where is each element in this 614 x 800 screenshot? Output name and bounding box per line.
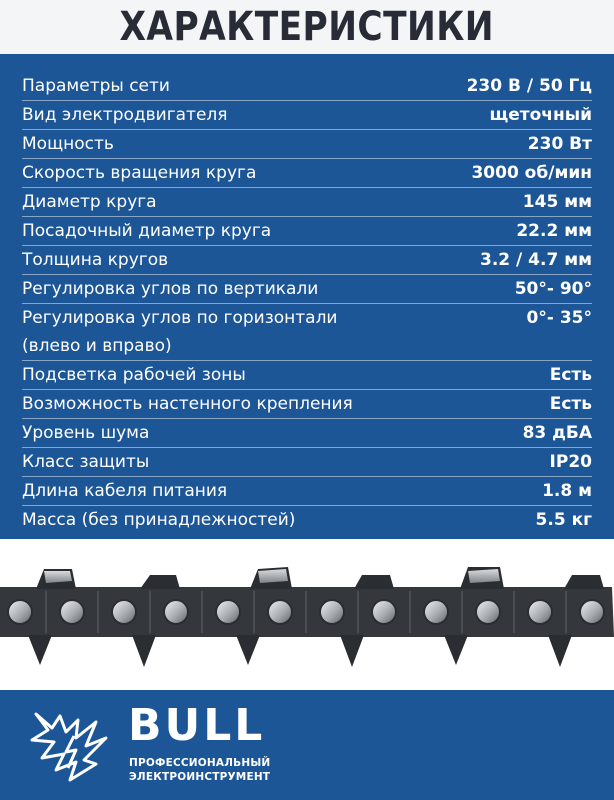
brand-logo-text: BULL [128, 700, 266, 751]
spec-row-motor-type [22, 101, 592, 130]
bull-head-lightning-icon [26, 708, 114, 788]
spec-label: Диаметр круга [22, 192, 157, 212]
spec-value: 83 дБА [522, 423, 592, 443]
spec-value: 50°- 90° [514, 279, 592, 299]
spec-label: Скорость вращения круга [22, 163, 257, 183]
spec-value: 3000 об/мин [471, 163, 592, 183]
spec-row-noise-level [22, 419, 592, 448]
spec-row-power [22, 130, 592, 159]
spec-label: Вид электродвигателя [22, 105, 228, 125]
spec-row-wall-mount [22, 390, 592, 419]
spec-row-weight [22, 506, 592, 534]
title-band [0, 0, 614, 54]
spec-value: 145 мм [522, 192, 592, 212]
spec-label: Класс защиты [22, 452, 150, 472]
spec-label: Посадочный диаметр круга [22, 221, 272, 241]
spec-label: Регулировка углов по вертикали [22, 279, 319, 299]
brand-tagline-line2: ЭЛЕКТРОИНСТРУМЕНТ [129, 771, 271, 783]
spec-value: Есть [549, 394, 592, 414]
brand-tagline-line1: ПРОФЕССИОНАЛЬНЫЙ [129, 757, 271, 769]
spec-label-line2: (влево и вправо) [22, 336, 172, 356]
spec-row-speed [22, 159, 592, 188]
spec-value: 0°- 35° [526, 308, 592, 328]
spec-row-horizontal-angle [22, 304, 592, 361]
spec-row-work-light [22, 361, 592, 390]
spec-value: 22.2 мм [516, 221, 592, 241]
spec-row-bore-diameter [22, 217, 592, 246]
spec-value: 230 Вт [527, 134, 592, 154]
spec-value: щеточный [489, 105, 592, 125]
spec-row-vertical-angle [22, 275, 592, 304]
spec-row-disc-diameter [22, 188, 592, 217]
spec-value: IP20 [549, 452, 592, 472]
spec-label [22, 304, 337, 360]
spec-label: Масса (без принадлежностей) [22, 510, 296, 530]
spec-value: 5.5 кг [535, 510, 592, 530]
spec-label: Мощность [22, 134, 114, 154]
spec-row-protection-class [22, 448, 592, 477]
spec-row-disc-thickness [22, 246, 592, 275]
spec-label: Уровень шума [22, 423, 150, 443]
spec-label: Подсветка рабочей зоны [22, 365, 246, 385]
spec-value: 1.8 м [542, 481, 592, 501]
page-title: ХАРАКТЕРИСТИКИ [119, 4, 495, 50]
brand-tagline [129, 756, 270, 784]
spec-row-network [22, 72, 592, 101]
spec-value: 3.2 / 4.7 мм [480, 250, 592, 270]
specifications-panel [0, 54, 614, 539]
spec-label: Параметры сети [22, 76, 170, 96]
spec-value: Есть [549, 365, 592, 385]
spec-label-line1: Регулировка углов по горизонтали [22, 308, 338, 328]
spec-label: Длина кабеля питания [22, 481, 228, 501]
saw-chain-illustration [0, 539, 614, 690]
spec-value: 230 В / 50 Гц [466, 76, 592, 96]
spec-label: Толщина кругов [22, 250, 169, 270]
spec-label: Возможность настенного крепления [22, 394, 353, 414]
saw-chain-image [0, 539, 614, 690]
spec-row-cable-length [22, 477, 592, 506]
